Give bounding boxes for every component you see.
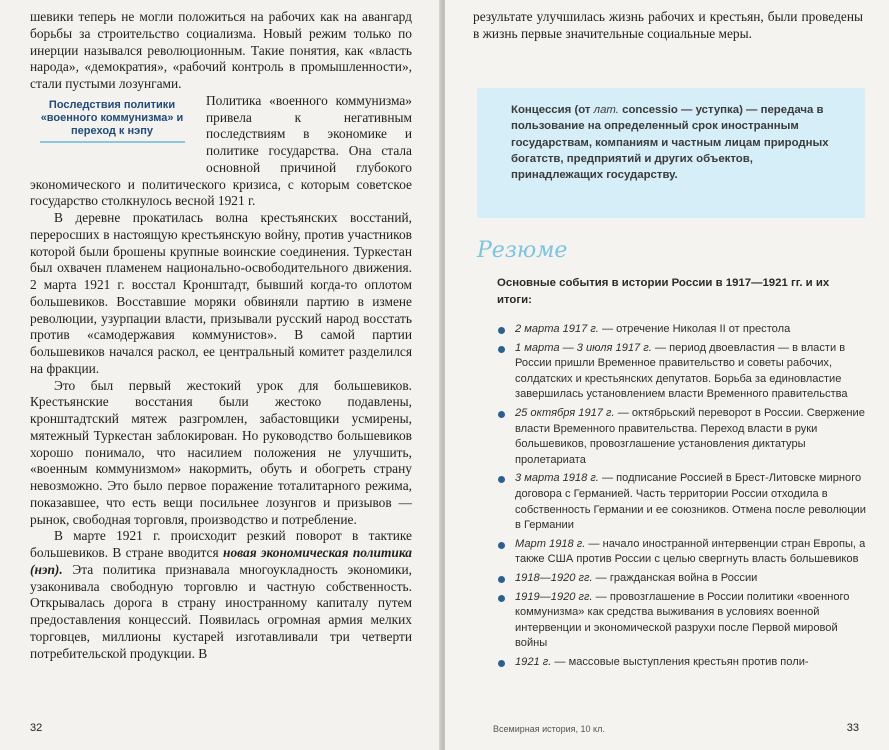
events-heading: Основные события в истории России в 1917—1921 гг. и их итоги:: [497, 277, 830, 306]
event-date: 1921 г.: [515, 655, 552, 668]
definition-term: Концессия (от: [511, 104, 594, 116]
event-text: — начало иностранной интервенции стран Европы, а также США против России с целью свергнуть власть большевиков: [515, 537, 866, 566]
event-item: [489, 537, 867, 568]
event-date: Март 1918 г.: [515, 537, 586, 550]
sidebar-heading-underline: [40, 141, 185, 143]
paragraph-top-left: шевики теперь не могли положиться на рабочих как на авангард борьбы за строительство социализма. Новый режим только по инерции назывался революционным. Такие понятия, как «власть народа», «демократия», «рабочий контроль в промышленности», стали пустыми лозунгами.: [30, 9, 412, 91]
bullet-icon: [498, 327, 505, 334]
event-text: — подписание Россией в Брест-Литовске мирного договора с Германией. Часть территории России отходила в собственность Германии и ее союзников. Отмена после революции в Германии: [515, 472, 866, 532]
sidebar-heading-box: [26, 93, 198, 171]
event-item: [489, 471, 867, 533]
event-text: — гражданская война в России: [592, 571, 758, 584]
event-date: 2 марта 1917 г.: [515, 323, 599, 335]
event-item: [489, 590, 867, 652]
nep-text-start: В марте 1921 г. происходит резкий поворот в тактике большевиков. В стране вводится: [30, 528, 412, 560]
paragraph-nep: [30, 528, 412, 662]
bullet-icon: [498, 476, 505, 483]
paragraph-top-right: результате улучшилась жизнь рабочих и крестьян, были проведены в жизнь первые значительные социальные меры.: [473, 9, 863, 41]
nep-text-end: Эта политика признавала многоукладность экономики, узаконивала свободную торговлю и частную собственность. Открывалась дорога в страну иностранному капиталу путем предоставления концессий. Появилась огромная армия мелких торговцев, миллионы кустарей изготавливали три четверти потребительской продукции. В: [30, 561, 412, 661]
definition-box: [477, 88, 865, 218]
event-item: [489, 406, 867, 468]
footer-book-title: Всемирная история, 10 кл.: [493, 724, 605, 734]
events-list: [489, 322, 867, 673]
bullet-icon: [498, 346, 505, 353]
event-text: — отречение Николая II от престола: [598, 323, 791, 335]
bullet-icon: [498, 660, 505, 667]
event-text: — период двоевластия — в власти в России пришли Временное правительство и советы рабочих, солдатских и крестьянских депутатов. Борьба за единовластие завершилась установлением власти Временного правительства: [515, 341, 848, 401]
bullet-icon: [498, 411, 505, 418]
page-number-left: 32: [30, 722, 43, 734]
event-date: 1919—1920 гг.: [515, 590, 593, 603]
event-date: 1918—1920 гг.: [515, 571, 593, 584]
definition-rest: concessio — уступка) — передача в пользование на определенный срок иностранным государствам, компаниям и частным лицам природных богатств, предприятий и других объектов, принадлежащих государству.: [511, 104, 829, 182]
paragraph-uprisings: В деревне прокатилась волна крестьянских восстаний, переросших в настоящую крестьянскую войну, против участников которой были брошены крупные воинские соединения. Туркестан был охвачен пламенем национально-освободительного движения. 2 марта 1921 г. восстал Кронштадт, бывший когда-то оплотом большевиков. Восставшие моряки обвиняли партию в измене революции, узурпации власти, призывали русский народ восстать против «самодержавия коммунистов». В самой партии большевиков начался раскол, ее центральный комитет разделился на фракции.: [30, 210, 412, 376]
event-item: [489, 655, 867, 671]
resume-title: Резюме: [477, 238, 568, 263]
definition-text: [511, 102, 836, 183]
left-page: [0, 0, 441, 750]
sidebar-heading: Последствия политики «военного коммунизма» и переход к нэпу: [40, 98, 184, 137]
event-item: [489, 322, 867, 338]
paragraph-lesson: Это был первый жестокий урок для большевиков. Крестьянские восстания были жестоко подавлены, кронштадтский мятеж разгромлен, забастовщики усмирены, мятежный Туркестан заблокирован. Но руководство большевиков хорошо понимало, что насилием положения не улучшить, «военным коммунизмом» накормить, обуть и обогреть страну невозможно. Это было первое поражение тоталитарного режима, показавшее, что есть вещи посильнее лозунгов и призывов — рынок, свободная торговля, производство и потребление.: [30, 377, 412, 527]
right-page: [445, 0, 889, 750]
event-text: — массовые выступления крестьян против поли-: [551, 655, 809, 668]
paragraph-consequences: Политика «военного коммунизма» привела к негативным последствиям в экономике и политике государства. Она стала основной причиной глубокого экономического и политического кризиса, с которым советское государство столкнулось весной 1921 г.: [30, 92, 412, 209]
nep-term: новая экономическая политика (нэп).: [30, 545, 412, 577]
event-text: — октябрьский переворот в России. Свержение власти Временного правительства. Переход власти в руки большевиков, провозглашение установления диктатуры пролетариата: [515, 406, 865, 466]
event-text: — провозглашение в России политики «военного коммунизма» как средства выживания в условиях военной интервенции и экономической разрухи после Первой мировой войны: [515, 590, 850, 650]
page-number-right: 33: [846, 722, 859, 734]
event-date: 1 марта — 3 июля 1917 г.: [515, 341, 652, 354]
bullet-icon: [498, 542, 505, 549]
event-date: 3 марта 1918 г.: [515, 472, 599, 485]
event-item: [489, 341, 867, 403]
event-item: [489, 571, 867, 587]
definition-lang: лат.: [593, 104, 619, 116]
bullet-icon: [498, 595, 505, 602]
event-date: 25 октября 1917 г.: [515, 406, 615, 419]
left-page-text: [30, 9, 412, 662]
bullet-icon: [498, 576, 505, 583]
